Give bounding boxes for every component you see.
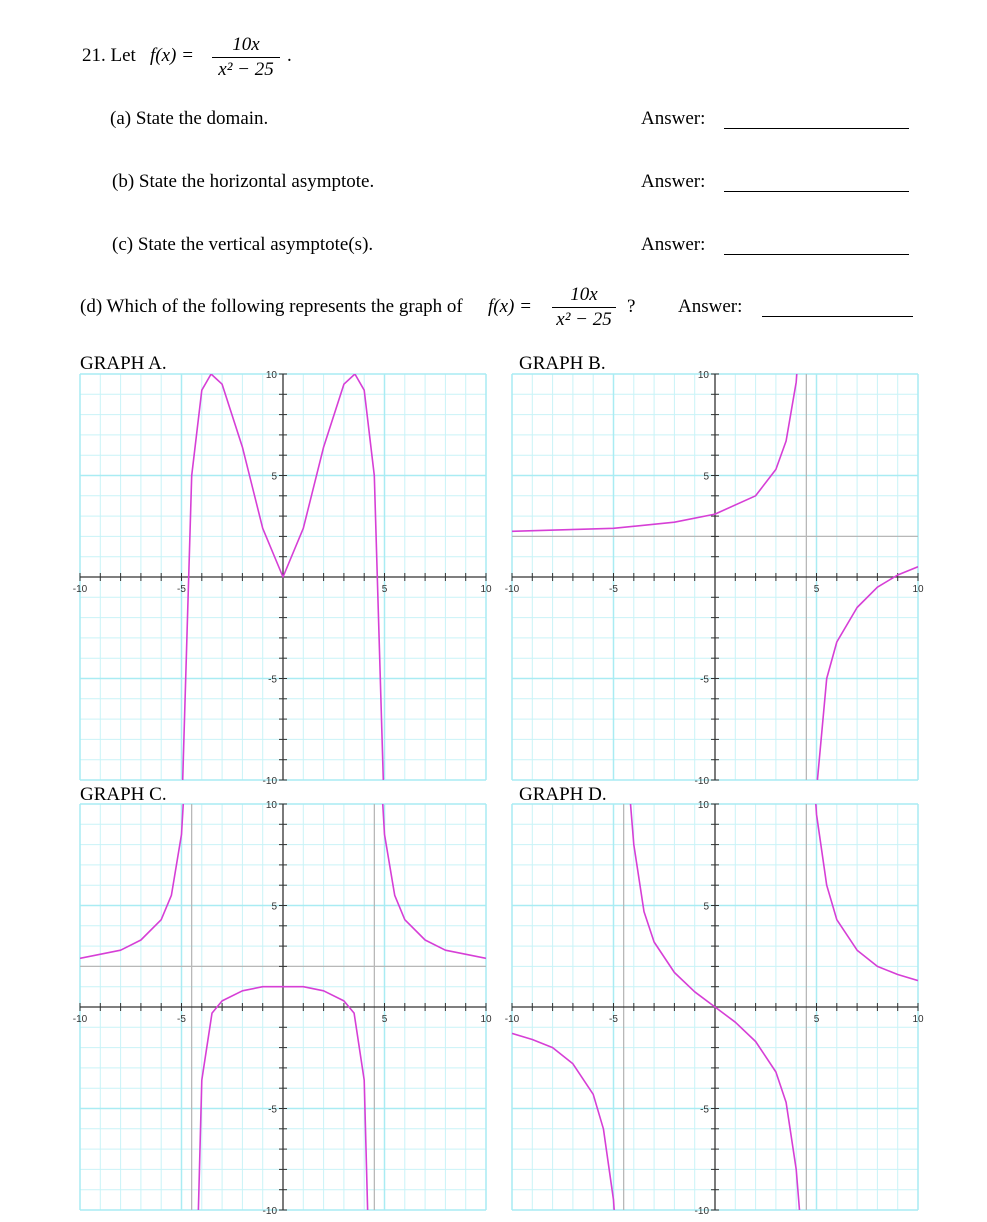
- part-a-answer-label: Answer:: [641, 108, 706, 129]
- graph-a-title: GRAPH A.: [80, 353, 167, 374]
- part-a-answer-field[interactable]: [724, 128, 909, 129]
- x-tick-label: 10: [912, 584, 924, 595]
- y-tick-label: -5: [700, 674, 709, 686]
- x-tick-label: 5: [381, 1014, 388, 1025]
- graph-b-title: GRAPH B.: [519, 353, 606, 374]
- curve-branch-1: [512, 1033, 620, 1222]
- y-tick-label: -10: [694, 1206, 709, 1217]
- y-tick-label: -5: [700, 1104, 709, 1116]
- part-d-denominator: x² − 25: [556, 309, 612, 330]
- y-tick-label: -5: [268, 674, 277, 686]
- problem-period: .: [287, 45, 292, 66]
- y-tick-label: 5: [271, 901, 277, 913]
- part-d-answer-label: Answer:: [678, 296, 743, 317]
- graph-c-plot: [72, 800, 492, 1217]
- x-tick-label: -10: [72, 1014, 88, 1025]
- part-b-answer-label: Answer:: [641, 171, 706, 192]
- y-tick-label: 5: [703, 901, 709, 913]
- graph-d-plot: [504, 800, 924, 1217]
- part-b-label: (b) State the horizontal asymptote.: [112, 171, 375, 192]
- y-tick-label: 5: [703, 471, 709, 483]
- graph-b-plot: [504, 370, 924, 787]
- y-tick-label: -5: [268, 1104, 277, 1116]
- problem-intro: [82, 45, 136, 67]
- graph-a-plot: [72, 370, 492, 787]
- x-tick-label: 10: [480, 584, 492, 595]
- problem-denominator: x² − 25: [218, 59, 274, 80]
- y-tick-label: -10: [694, 776, 709, 787]
- y-tick-label: 10: [697, 800, 709, 811]
- y-tick-label: 10: [265, 800, 277, 811]
- part-b-answer-field[interactable]: [724, 191, 909, 192]
- problem-func-lhs: f(x) =: [150, 45, 194, 66]
- part-c-answer-field[interactable]: [724, 254, 909, 255]
- x-tick-label: -5: [609, 1014, 618, 1025]
- part-d-numerator: 10x: [570, 284, 598, 305]
- problem-number: 21. Let: [82, 45, 136, 66]
- x-tick-label: -5: [177, 584, 186, 595]
- x-tick-label: -5: [177, 1014, 186, 1025]
- part-d-func-lhs: f(x) =: [488, 296, 532, 317]
- part-d-label: (d) Which of the following represents the graph of: [80, 296, 463, 317]
- x-tick-label: 5: [381, 584, 388, 595]
- x-tick-label: -10: [72, 584, 88, 595]
- part-c-label: (c) State the vertical asymptote(s).: [112, 234, 374, 255]
- x-tick-label: -5: [609, 584, 618, 595]
- x-tick-label: -10: [504, 1014, 520, 1025]
- part-d-question-mark: ?: [627, 296, 636, 317]
- part-c-answer-label: Answer:: [641, 234, 706, 255]
- y-tick-label: -10: [262, 776, 277, 787]
- fraction-bar: [552, 307, 616, 308]
- graph-d-title: GRAPH D.: [519, 784, 607, 805]
- y-tick-label: 5: [271, 471, 277, 483]
- problem-numerator: 10x: [232, 34, 260, 55]
- problem-fraction: [212, 34, 280, 81]
- part-d-answer-field[interactable]: [762, 316, 913, 317]
- x-tick-label: -10: [504, 584, 520, 595]
- graph-c-title: GRAPH C.: [80, 784, 167, 805]
- part-a-label: (a) State the domain.: [110, 108, 269, 129]
- y-tick-label: 10: [265, 370, 277, 381]
- y-tick-label: -10: [262, 1206, 277, 1217]
- x-tick-label: 10: [912, 1014, 924, 1025]
- x-tick-label: 5: [813, 584, 820, 595]
- y-tick-label: 10: [697, 370, 709, 381]
- x-tick-label: 10: [480, 1014, 492, 1025]
- x-tick-label: 5: [813, 1014, 820, 1025]
- fraction-bar: [212, 57, 280, 58]
- part-d-fraction: [552, 284, 616, 331]
